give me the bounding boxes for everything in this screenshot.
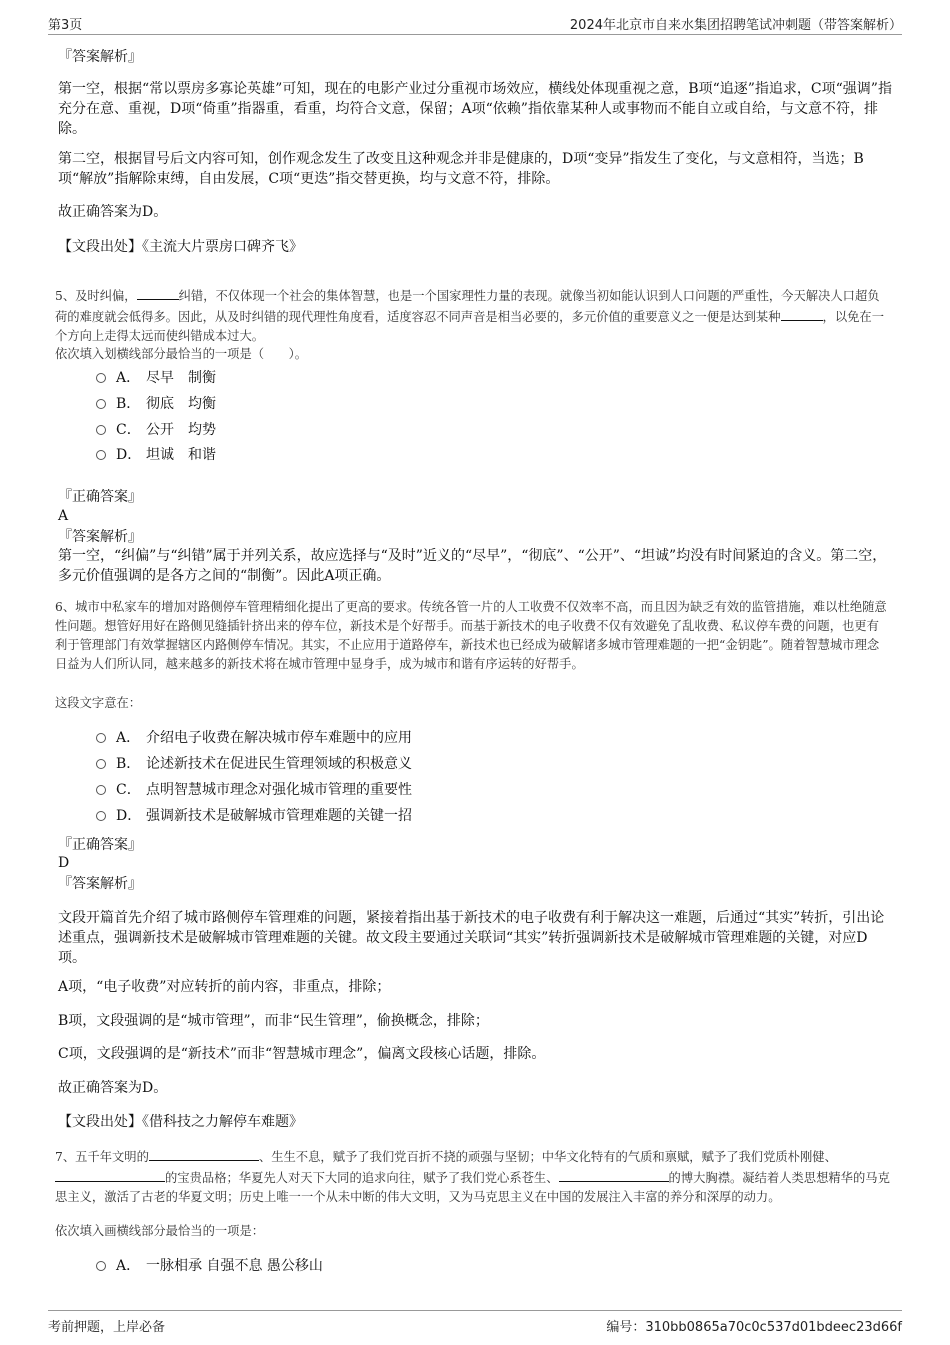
q6-stem: 6、城市中私家车的增加对路侧停车管理精细化提出了更高的要求。传统各管一片的人工收费不仅效率不高，而且因为缺乏有效的监管措施，难以杜绝随意性问题。想管好用好在路侧见缝插针挤出来的停车位，新技术是个好帮手。而基于新技术的电子收费不仅有效避免了乱收费、私议停车费的问题，也更有利于管理部门有效掌握辖区内路侧停车情况。其实，不止应用于道路停车，新技术也已经成为破解诸多城市管理难题的一把“金钥匙”。随着智慧城市理念日益为人们所认同，越来越多的新技术将在城市管理中显身手，成为城市和谐有序运转的好帮手。 [55,600,887,671]
page-header [48,12,902,35]
q4-source: 【文段出处】《主流大片票房口碑齐飞》 [58,239,303,255]
q4-analysis-para1: 第一空，根据“常以票房多寡论英雄”可知，现在的电影产业过分重视市场效应，横线处体现重视之意，B项“追逐”指追求，C项“强调”指充分在意、重视，D项“倚重”指器重，看重，均符合文意，保留；A项“依赖”指依靠某种人或事物而不能自立或自给，与文意不符，排除。 [58,81,892,137]
option-text: 强调新技术是破解城市管理难题的关键一招 [146,808,412,824]
radio-icon[interactable] [96,759,106,769]
document-code: 编号：310bb0865a70c0c537d01bdeec23d66f [606,1320,902,1335]
option-text: 坦诚 和谐 [146,447,216,463]
q7-prompt: 依次填入画横线部分最恰当的一项是： [55,1224,265,1238]
option-text: 点明智慧城市理念对强化城市管理的重要性 [146,782,412,798]
q5-stem-part: 5、及时纠偏， [55,289,137,303]
q6-option-a[interactable] [96,728,412,748]
q5-option-d[interactable] [96,445,216,465]
q4-analysis-label: 『答案解析』 [58,49,142,65]
q7-blank-2 [55,1167,165,1182]
option-text: 一脉相承 自强不息 愚公移山 [146,1258,323,1274]
radio-icon[interactable] [96,811,106,821]
page-number: 第3页 [48,18,83,33]
q6-option-d[interactable] [96,806,412,826]
q4-conclusion: 故正确答案为D。 [58,204,168,220]
option-letter: B． [116,756,141,772]
q7-blank-3 [559,1167,669,1182]
q5-analysis: 第一空，“纠偏”与“纠错”属于并列关系，故应选择与“及时”近义的“尽早”，“彻底”、“公开”、“坦诚”均没有时间紧迫的含义。第二空，多元价值强调的是各方之间的“制衡”。因此A项正确。 [58,548,887,584]
option-letter: B． [116,396,141,412]
option-letter: D． [116,808,142,824]
q6-source: 【文段出处】《借科技之力解停车难题》 [58,1114,303,1130]
q5-answer-label: 『正确答案』 [58,489,142,505]
option-text: 尽早 制衡 [146,370,216,386]
q5-option-b[interactable] [96,394,216,414]
option-letter: A． [116,730,141,746]
option-letter: D． [116,447,142,463]
option-letter: A． [116,370,141,386]
q6-note-a: A项，“电子收费”对应转折的前内容，非重点，排除； [58,979,391,995]
option-letter: C． [116,422,141,438]
q5-blank-1 [137,285,179,300]
option-letter: C． [116,782,141,798]
radio-icon[interactable] [96,450,106,460]
option-text: 公开 均势 [146,422,216,438]
q5-option-a[interactable] [96,368,216,388]
q7-option-a[interactable] [96,1256,323,1276]
q6-answer: D [58,855,70,871]
q7-stem-part: 的博大胸襟。凝结着人类思想精华的马克思主义，激活了古老的华夏文明；历史上唯一一个从未中断的伟大文明，又为马克思主义在中国的发展注入丰富的养分和深厚的动力。 [55,1171,890,1204]
q5-analysis-label: 『答案解析』 [58,529,142,545]
radio-icon[interactable] [96,373,106,383]
q6-answer-label: 『正确答案』 [58,837,142,853]
radio-icon[interactable] [96,399,106,409]
q5-stem-part: ，以免在一个方向上走得太远而使纠错成本过大。 [55,310,885,343]
q7-stem-part: 、生生不息，赋予了我们党百折不挠的顽强与坚韧；中华文化特有的气质和禀赋，赋予了我们党质朴刚健、 [258,1150,837,1164]
radio-icon[interactable] [96,785,106,795]
q6-analysis-label: 『答案解析』 [58,876,142,892]
option-text: 彻底 均衡 [146,396,216,412]
footer-slogan: 考前押题，上岸必备 [48,1320,166,1335]
q5-answer: A [58,508,69,524]
document-title: 2024年北京市自来水集团招聘笔试冲刺题（带答案解析） [569,18,902,33]
radio-icon[interactable] [96,1261,106,1271]
q5-option-c[interactable] [96,420,216,440]
q6-conclusion: 故正确答案为D。 [58,1080,168,1096]
q6-note-c: C项，文段强调的是“新技术”而非“智慧城市理念”，偏离文段核心话题，排除。 [58,1046,546,1062]
radio-icon[interactable] [96,733,106,743]
option-text: 论述新技术在促进民生管理领域的积极意义 [146,756,412,772]
q4-analysis-para2: 第二空，根据冒号后文内容可知，创作观念发生了改变且这种观念并非是健康的，D项“变异”指发生了变化，与文意相符，当选；B项“解放”指解除束缚，自由发展，C项“更迭”指交替更换，均与文意不符，排除。 [58,151,864,187]
q5-prompt: 依次填入划横线部分最恰当的一项是（ ）。 [55,347,308,361]
radio-icon[interactable] [96,425,106,435]
q6-option-b[interactable] [96,754,412,774]
q6-analysis: 文段开篇首先介绍了城市路侧停车管理难的问题，紧接着指出基于新技术的电子收费有利于解决这一难题，后通过“其实”转折，引出论述重点，强调新技术是破解城市管理难题的关键。故文段主要通过关联词“其实”转折强调新技术是破解城市管理难题的关键，对应D项。 [58,910,885,966]
q7-blank-1 [149,1146,259,1161]
q7-stem [55,1146,893,1207]
q5-stem-part: 纠错，不仅体现一个社会的集体智慧，也是一个国家理性力量的表现。就像当初如能认识到人口问题的严重性，今天解决人口超负荷的难度就会低得多。因此，从及时纠错的现代理性角度看，适度容忍不同声音是相当必要的，多元价值的重要意义之一便是达到某种 [55,289,880,324]
option-text: 介绍电子收费在解决城市停车难题中的应用 [146,730,412,746]
q5-stem [55,285,890,346]
q5-blank-2 [781,306,823,321]
q7-stem-part: 的宝贵品格；华夏先人对天下大同的追求向往，赋予了我们党心系苍生、 [165,1171,559,1185]
q6-option-c[interactable] [96,780,412,800]
page-footer [48,1310,902,1337]
option-letter: A． [116,1258,141,1274]
q6-prompt: 这段文字意在： [55,696,142,710]
q6-note-b: B项，文段强调的是“城市管理”，而非“民生管理”，偷换概念，排除； [58,1013,489,1029]
q7-stem-part: 7、五千年文明的 [55,1150,149,1164]
